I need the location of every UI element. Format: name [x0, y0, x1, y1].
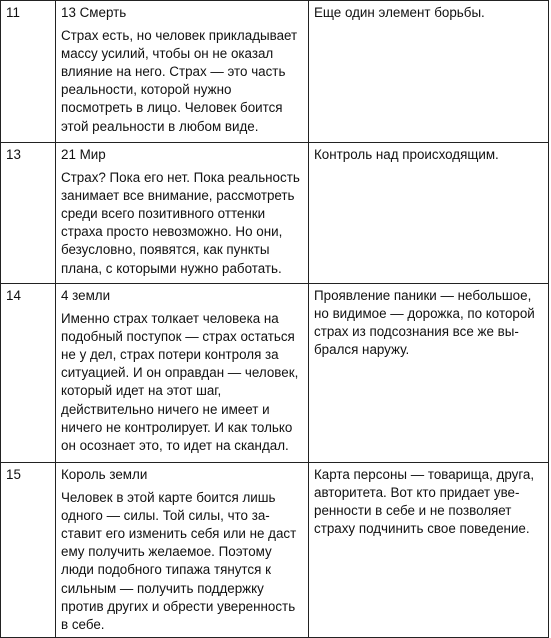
card-note: Еще один элемент борьбы.: [309, 1, 549, 143]
card-note: Проявление паники — небольшое, но видимое — дорожка, по которой страх из подсознания все же выбрался наружу.: [309, 284, 549, 463]
card-description: Именно страх толкает человека на подобный поступок — страх остаться не у дел, страх потери контроля за ситуацией. И он оправдан — человек, который идет на этот шаг, действительно ничего не имеет и ничего не контролирует. И как только он осознает это, то идет на скандал.: [61, 311, 299, 453]
card-cell: [56, 284, 309, 463]
row-number: 13: [1, 143, 56, 284]
row-number: 11: [1, 1, 56, 143]
card-title: 13 Смерть: [61, 5, 127, 20]
table-row: [1, 284, 549, 463]
card-title: 4 земли: [61, 288, 111, 303]
card-cell: [56, 143, 309, 284]
card-description: Страх есть, но человек прикладывает массу усилий, чтобы он не оказал влияние на него. Страх — это часть реальности, которой нужно посмотреть в лицо. Человек боится этой реальности в любом виде.: [61, 28, 298, 134]
row-number: 15: [1, 463, 56, 638]
card-note: Контроль над происходящим.: [309, 143, 549, 284]
card-cell: [56, 1, 309, 143]
table-row: [1, 463, 549, 638]
card-title: Король земли: [61, 467, 148, 482]
card-description: Человек в этой карте боится лишь одного — силы. Той силы, что заставит его изменить себя или не даст ему получить желаемое. Поэтому люди подобного типажа тянутся к сильным — получить поддержку против других и обрести уверенность в себе.: [61, 490, 297, 632]
row-number: 14: [1, 284, 56, 463]
table-row: [1, 143, 549, 284]
card-cell: [56, 463, 309, 638]
card-title: 21 Мир: [61, 147, 106, 162]
table-row: [1, 1, 549, 143]
card-description: Страх? Пока его нет. Пока реальность занимает все внимание, рассмотреть среди всего позитивного оттенки страха просто невозможно. Но они, безусловно, появятся, как пункты плана, с которыми нужно работать.: [61, 170, 300, 276]
card-note: Карта персоны — товарища, друга, авторитета. Вот кто придает уверенности в себе и не позволяет страху подчинить свое поведение.: [309, 463, 549, 638]
